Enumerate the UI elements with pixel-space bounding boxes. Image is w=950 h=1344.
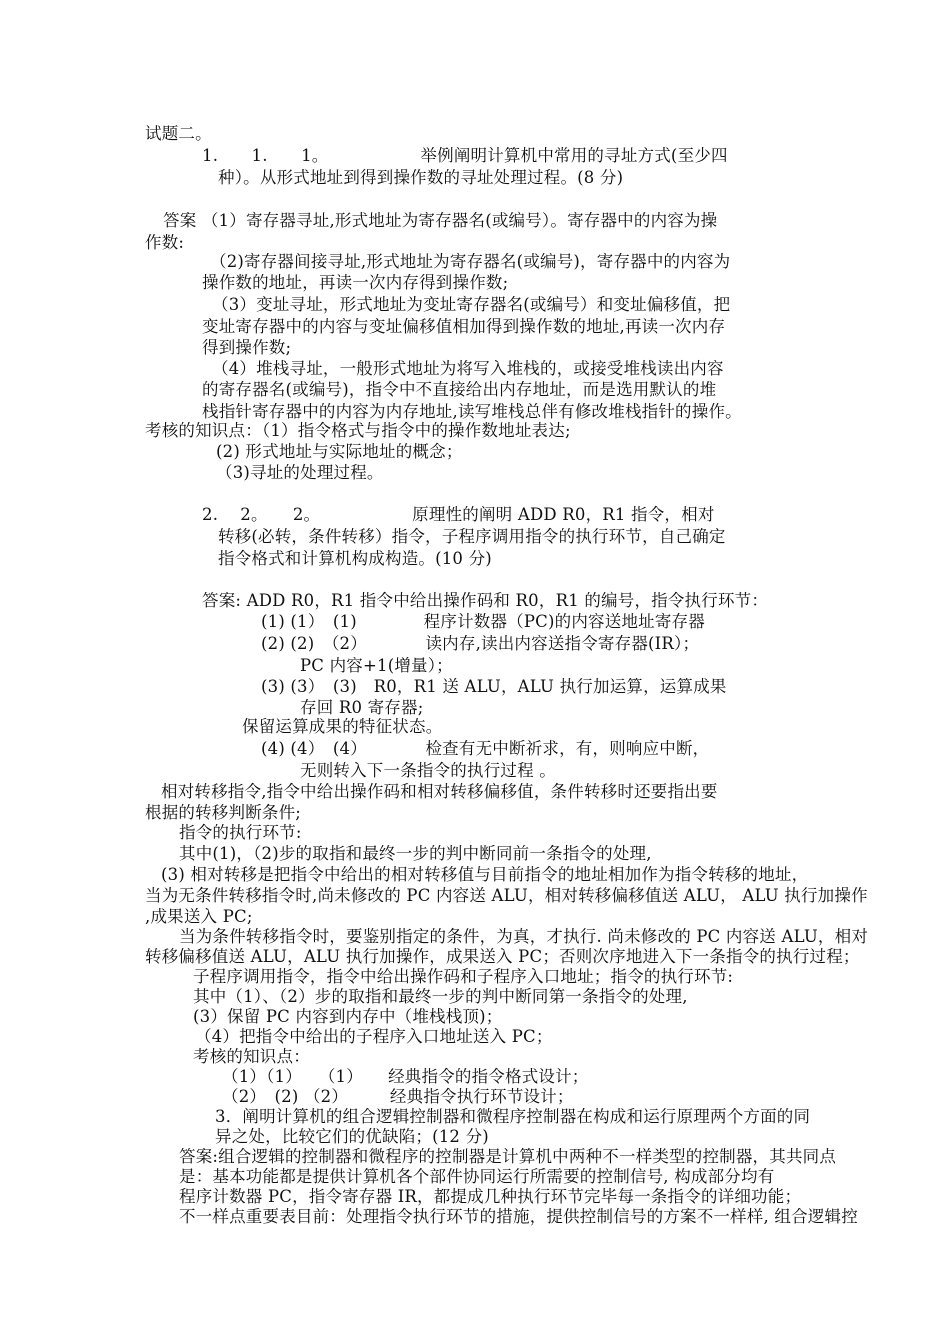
doc-line: （4）堆栈寻址，一般形式地址为将写入堆栈的，或接受堆栈读出内容	[212, 359, 724, 378]
doc-line: （3）变址寻址，形式地址为变址寄存器名(或编号）和变址偏移值，把	[212, 295, 731, 314]
doc-line: 考核的知识点：	[193, 1047, 310, 1066]
doc-line: 1. 1. 1。 举例阐明计算机中常用的寻址方式(至少四	[202, 146, 728, 165]
doc-line: (2) (2) （2） 读内存,读出内容送指令寄存器(IR）；	[261, 634, 700, 653]
doc-line: （1）（1） （1） 经典指令的指令格式设计；	[222, 1067, 589, 1086]
doc-line: 栈指针寄存器中的内容为内存地址,读写堆栈总伴有修改堆栈指针的操作。	[202, 402, 742, 421]
doc-line: 得到操作数;	[202, 338, 292, 357]
doc-line: (1) (1） (1) 程序计数器（PC)的内容送地址寄存器	[261, 612, 705, 631]
doc-line: 3．阐明计算机的组合逻辑控制器和微程序控制器在构成和运行原理两个方面的同	[215, 1107, 811, 1126]
doc-line: ,成果送入 PC;	[145, 907, 253, 926]
doc-line: (2) 形式地址与实际地址的概念；	[216, 442, 463, 461]
doc-line: 操作数的地址，再读一次内存得到操作数;	[202, 273, 509, 292]
doc-line: (4) (4） (4） 检查有无中断祈求，有，则响应中断，	[261, 739, 710, 758]
doc-line: 相对转移指令,指令中给出操作码和相对转移偏移值，条件转移时还要指出要	[161, 782, 718, 801]
doc-line: 程序计数器 PC，指令寄存器 IR，都提成几种执行环节完毕每一条指令的详细功能；	[179, 1187, 802, 1206]
doc-line: 答案 （1）寄存器寻址,形式地址为寄存器名(或编号）。寄存器中的内容为操	[163, 211, 718, 230]
doc-line: 答案:组合逻辑的控制器和微程序的控制器是计算机中两种不一样类型的控制器，其共同点	[179, 1147, 837, 1166]
doc-line: 不一样点重要表目前：处理指令执行环节的措施，提供控制信号的方案不一样样, 组合逻辑控	[179, 1207, 858, 1226]
doc-line: 指令格式和计算机构成构造。(10 分)	[218, 549, 492, 568]
doc-line: 试题二。	[145, 124, 212, 143]
doc-line: 是：基本功能都是提供计算机各个部件协同运行所需要的控制信号, 构成部分均有	[179, 1167, 775, 1186]
doc-line: （2)寄存器间接寻址,形式地址为寄存器名(或编号)，寄存器中的内容为	[210, 252, 731, 271]
doc-line: 当为无条件转移指令时,尚未修改的 PC 内容送 ALU，相对转移偏移值送 ALU， ALU 执行加操作	[145, 886, 868, 905]
doc-line: (3）保留 PC 内容到内存中（堆栈栈顶)；	[193, 1007, 503, 1026]
doc-line: （2） (2) （2） 经典指令执行环节设计；	[222, 1087, 574, 1106]
doc-line: 保留运算成果的特征状态。	[242, 717, 443, 736]
doc-line: 变址寄存器中的内容与变址偏移值相加得到操作数的地址,再读一次内存	[202, 317, 726, 336]
doc-line: 其中（1）、（2）步的取指和最终一步的判中断同第一条指令的处理,	[193, 987, 688, 1006]
doc-line: 作数:	[145, 233, 185, 252]
doc-line: 的寄存器名(或编号)，指令中不直接给出内存地址，而是选用默认的堆	[202, 380, 717, 399]
doc-line: 2. 2。 2。 原理性的阐明 ADD R0，R1 指令，相对	[202, 505, 715, 524]
doc-line: 根据的转移判断条件;	[145, 803, 302, 822]
doc-line: 种）。从形式地址到得到操作数的寻址处理过程。(8 分)	[218, 168, 624, 187]
doc-line: 其中(1)，（2)步的取指和最终一步的判中断同前一条指令的处理,	[179, 844, 652, 863]
doc-line: 答案: ADD R0，R1 指令中给出操作码和 R0，R1 的编号，指令执行环节：	[202, 591, 769, 610]
doc-line: （4）把指令中给出的子程序入口地址送入 PC；	[195, 1027, 553, 1046]
doc-line: 指令的执行环节:	[179, 823, 302, 842]
doc-line: 无则转入下一条指令的执行过程 。	[300, 761, 556, 780]
doc-line: 考核的知识点：（1）指令格式与指令中的操作数地址表达;	[145, 421, 571, 440]
doc-line: （3)寻址的处理过程。	[216, 463, 384, 482]
doc-line: 存回 R0 寄存器;	[300, 698, 424, 717]
doc-line: 异之处，比较它们的优缺陷；(12 分)	[215, 1127, 489, 1146]
doc-line: (3) (3） (3) R0，R1 送 ALU，ALU 执行加运算，运算成果	[261, 677, 727, 696]
doc-line: 子程序调用指令，指令中给出操作码和子程序入口地址；指令的执行环节:	[193, 967, 734, 986]
doc-line: PC 内容+1(增量）；	[300, 656, 453, 675]
doc-line: (3) 相对转移是把指令中给出的相对转移值与目前指令的地址相加作为指令转移的地址，	[161, 865, 809, 884]
doc-line: 转移偏移值送 ALU，ALU 执行加操作，成果送入 PC；否则次序地进入下一条指令的执行过程；	[145, 947, 860, 966]
doc-line: 当为条件转移指令时，要鉴别指定的条件，为真，才执行. 尚未修改的 PC 内容送 ALU，相对	[179, 927, 869, 946]
doc-line: 转移(必转，条件转移）指令，子程序调用指令的执行环节，自己确定	[218, 527, 726, 546]
